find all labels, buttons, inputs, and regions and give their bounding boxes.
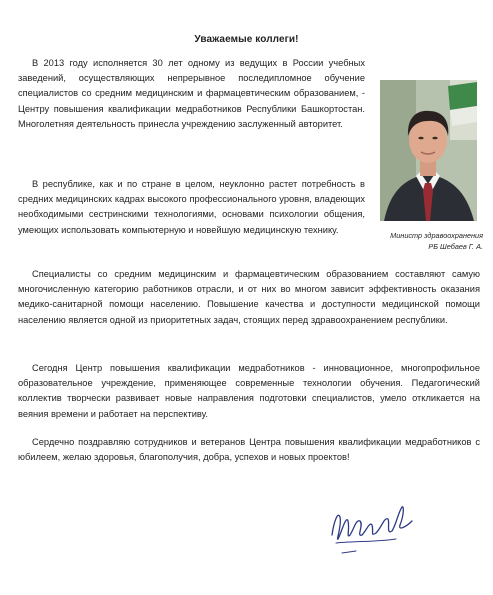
caption-line-1: Министр здравоохранения	[390, 231, 483, 240]
paragraph-3: Специалисты со средним медицинским и фармацевтическим образованием составляют самую многочисленную категорию работников отрасли, и от них во многом зависит эффективность оказания медико-санитарной помощи населению. Повышение качества и доступности медицинской помощи населению является одной из приоритетных задач, стоящих перед здравоохранением республики.	[18, 269, 480, 325]
paragraph-2: В республике, как и по стране в целом, неуклонно растет потребность в средних медицинских кадрах высокого профессионального уровня, владеющих необходимыми сестринскими технологиями, основами психологии общения, умеющих использовать компьютерную и новейшую медицинскую технику.	[18, 179, 365, 235]
signature	[326, 495, 422, 557]
paragraph-5: Сердечно поздравляю сотрудников и ветеранов Центра повышения квалификации медработников с юбилеем, желаю здоровья, благополучия, добра, успехов и новых проектов!	[18, 437, 480, 463]
minister-portrait	[380, 80, 477, 221]
paragraph-1: В 2013 году исполняется 30 лет одному из ведущих в России учебных заведений, осуществляющих непрерывное последипломное обучение специалистов со средним медицинским и фармацевтическим образованием, - Центру повышения квалификации медработников Республики Башкортостан. Многолетняя деятельность принесла учреждению заслуженный авторитет.	[18, 58, 365, 129]
caption-line-2: РБ Шебаев Г. А.	[428, 241, 483, 251]
letter-title: Уважаемые коллеги!	[194, 34, 299, 45]
portrait-caption	[370, 231, 483, 252]
paragraph-4: Сегодня Центр повышения квалификации медработников - инновационное, многопрофильное образовательное учреждение, применяющее современные технологии обучения. Педагогический коллектив творчески развивает новые направления подготовки специалистов, умело откликается на веяния времени и работает на перспективу.	[18, 363, 480, 419]
